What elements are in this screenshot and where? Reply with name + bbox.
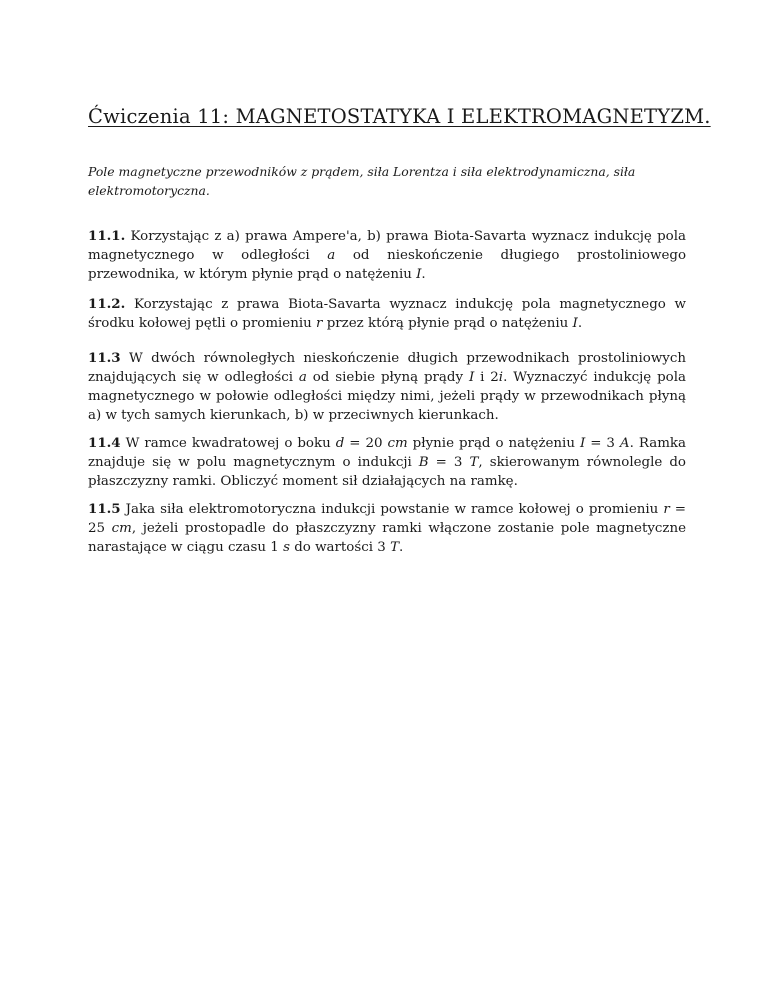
problem-text: przez którą płynie prąd o natężeniu: [322, 316, 573, 331]
problem-text: = 3: [428, 455, 470, 470]
math-symbol: s: [283, 540, 290, 555]
problem-text: .: [421, 267, 426, 282]
problem-text: . Ramka znajduje się w polu magnetycznym o indukcji: [88, 436, 686, 470]
problem-text: W ramce kwadratowej o boku: [120, 436, 336, 451]
problem-text: W dwóch równoległych nieskończenie długich przewodnikach prostoliniowych znajdujących się w odległości: [88, 351, 686, 385]
section-subtitle: Pole magnetyczne przewodników z prądem, siła Lorentza i siła elektrodynamiczna, siła elektromotoryczna.: [88, 164, 636, 198]
problem-text: = 20: [344, 436, 388, 451]
problem-number: 11.3: [88, 350, 121, 366]
problem-text: = 25: [88, 502, 686, 536]
problem-text: .: [399, 540, 404, 555]
math-symbol: I: [572, 316, 578, 331]
math-symbol: I: [416, 267, 422, 282]
math-symbol: A: [619, 436, 630, 451]
problem-text: . Wyznaczyć indukcję pola magnetycznego w połowie odległości między nimi, jeżeli prądy w przewodnikach płyną a) w tych samych kierunkach, b) w przeciwnych kierunkach.: [88, 370, 686, 423]
problem-number: 11.5: [88, 501, 121, 517]
problem-text: .: [577, 316, 583, 331]
problem-text: od siebie płyną prądy: [306, 370, 469, 385]
math-symbol: I: [468, 370, 475, 385]
math-symbol: cm: [387, 436, 408, 451]
math-symbol: r: [316, 316, 323, 331]
math-symbol: a: [298, 370, 307, 385]
problem-11-3: [88, 349, 686, 425]
problem-text: i 2: [474, 370, 499, 385]
problem-text: płynie prąd o natężeniu: [407, 436, 580, 451]
math-symbol: d: [335, 436, 345, 451]
problem-text: , jeżeli prostopadle do płaszczyzny ramki włączone zostanie pole magnetyczne narastające w ciągu czasu 1: [88, 521, 687, 555]
page-title: Ćwiczenia 11: MAGNETOSTATYKA I ELEKTROMAGNETYZM.: [88, 105, 711, 128]
problem-text: od nieskończenie długiego prostoliniowego przewodnika, w którym płynie prąd o natężeniu: [88, 248, 687, 282]
math-symbol: i: [498, 370, 504, 385]
problem-number: 11.1.: [88, 228, 126, 244]
problem-11-5: [88, 500, 686, 557]
math-symbol: a: [327, 248, 336, 263]
problem-11-2: [88, 295, 686, 333]
problem-text: Korzystając z a) prawa Ampere'a, b) prawa Biota-Savarta wyznacz indukcję pola magnetycznego w odległości: [88, 229, 686, 263]
problem-text: do wartości 3: [289, 540, 391, 555]
problem-text: Korzystając z prawa Biota-Savarta wyznacz indukcję pola magnetycznego w środku kołowej pętli o promieniu: [88, 297, 686, 331]
problem-11-1: [88, 227, 686, 284]
math-symbol: I: [579, 436, 586, 451]
math-symbol: T: [469, 455, 479, 470]
problem-number: 11.4: [88, 435, 121, 451]
problem-text: = 3: [585, 436, 620, 451]
math-symbol: B: [418, 455, 429, 470]
problem-number: 11.2.: [88, 296, 126, 312]
math-symbol: T: [390, 540, 399, 555]
problem-11-4: [88, 434, 686, 491]
math-symbol: cm: [111, 521, 132, 536]
math-symbol: r: [663, 502, 670, 517]
problem-text: Jaka siła elektromotoryczna indukcji powstanie w ramce kołowej o promieniu: [120, 502, 664, 517]
problem-text: , skierowanym równolegle do płaszczyzny ramki. Obliczyć moment sił działających na ramkę.: [88, 455, 686, 489]
